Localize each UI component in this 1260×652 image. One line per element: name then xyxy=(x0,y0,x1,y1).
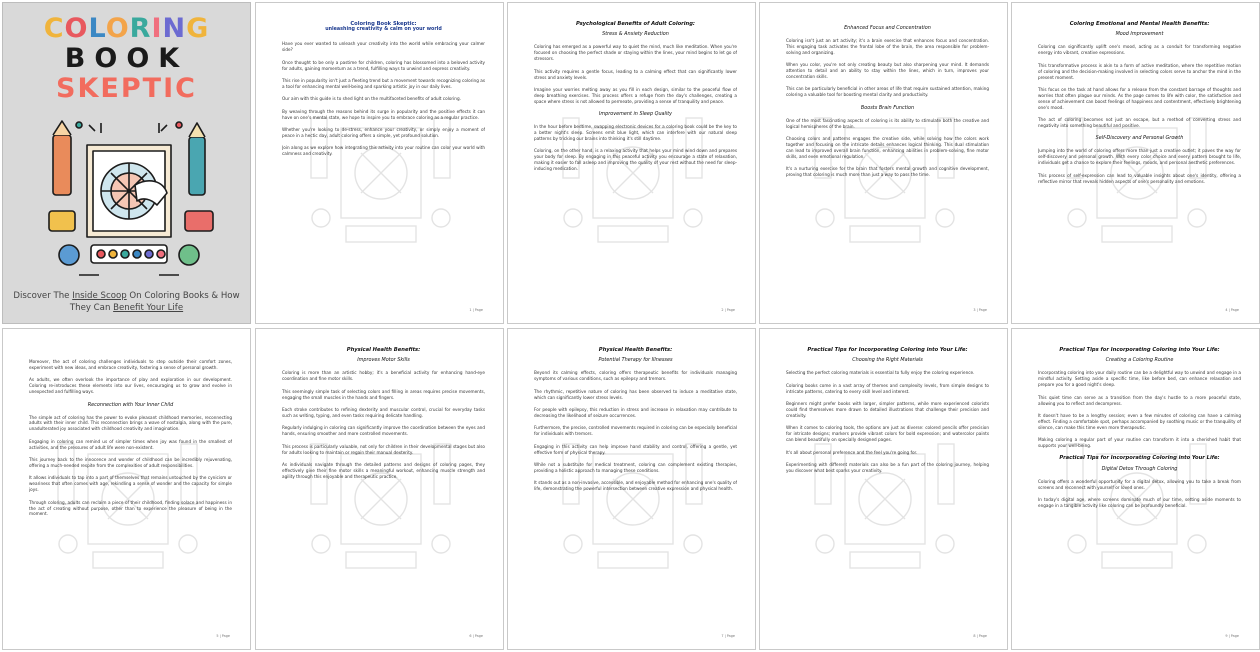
subheading: Boosts Brain Function xyxy=(860,104,915,111)
page-title: Coloring Book Skeptic: xyxy=(350,21,417,27)
paragraph: The rhythmic, repetitive nature of coloring has been observed to induce a meditative state, which can significantly lower stress levels. xyxy=(534,388,737,400)
cover-illustration xyxy=(39,115,219,285)
paragraph: Jumping into the world of coloring offers more than just a creative outlet; it paves the way for self-discovery and personal growth. With every color choice and every pattern brought to life, individuals get a chance to explore their feelings, moods, and personal aesthetic preferences. xyxy=(1038,148,1241,166)
page-subtitle: unleashing creativity & calm on your world xyxy=(325,27,442,33)
paragraph: It's all about personal preference and the feel you're going for. xyxy=(786,449,918,455)
tagline-link-inside-scoop[interactable]: Inside Scoop xyxy=(72,291,127,301)
page-content xyxy=(534,347,737,633)
subheading: Digital Detox Through Coloring xyxy=(1101,465,1178,472)
section-heading: Physical Health Benefits: xyxy=(346,347,421,353)
page-content xyxy=(29,347,232,633)
paragraph: This activity requires a gentle focus, leading to a calming effect that can significantly lower stress and anxiety levels. xyxy=(534,68,737,80)
paragraph: Whether you're looking to de-stress, enhance your creativity, or simply enjoy a moment of peace in a hectic day, adult coloring offers a simple, yet profound solution. xyxy=(282,127,485,138)
paragraph: One of the most fascinating aspects of coloring is its ability to stimulate both the creative and logical hemispheres of the brain. xyxy=(786,117,989,129)
document-page-7[interactable] xyxy=(507,328,756,650)
paragraph: This quiet time can serve as a transition from the day's hustle to a more peaceful state, allowing you to reflect and decompress. xyxy=(1038,394,1241,406)
paragraph: In the hour before bedtime, swapping electronic devices for a coloring book could be the key to a better night's sleep. Screens emit blue light, which can interfere with our natural sleep patterns by tricking our brains into thinking it's still daytime. xyxy=(534,124,737,141)
paragraph: Join along as we explore how integrating this activity into your routine can color your world with calmness and creativity. xyxy=(282,145,485,157)
cover-title-letter: G xyxy=(186,13,210,44)
paragraph: As individuals navigate through the detailed patterns and designs of coloring pages, they effectively give their fine motor skills a meaningful workout, enhancing muscle strength and agility through this enjoyable and therapeutic practice. xyxy=(282,461,485,479)
paragraph: Selecting the perfect coloring materials is essential to fully enjoy the coloring experience. xyxy=(786,370,975,376)
paragraph: Coloring, on the other hand, is a relaxing activity that helps your mind wind down and prepares your body for sleep. By engaging in this peaceful activity you encourage a state of relaxation, making it easier to fall asleep and improving the quality of your rest without the need for sleep-inducing medication. xyxy=(534,148,737,172)
cover-title-line2: BOOK xyxy=(64,43,189,74)
page-content xyxy=(282,347,485,633)
cover-title-line3: SKEPTIC xyxy=(56,73,197,104)
cover-title-line1 xyxy=(3,13,250,44)
section-heading: Practical Tips for Incorporating Coloring into Your Life: xyxy=(807,347,968,353)
paragraph: Making coloring a regular part of your routine can transform it into a cherished habit that supports your well-being. xyxy=(1038,437,1241,449)
subheading: Self-Discovery and Personal Growth xyxy=(1095,135,1184,142)
cover-title-letter: I xyxy=(151,13,163,44)
document-page-8[interactable] xyxy=(759,328,1008,650)
cover-title-letter: O xyxy=(105,13,130,44)
page-number: 1 | Page xyxy=(469,308,483,312)
spacer xyxy=(29,347,232,359)
paragraph: This focus on the task at hand allows for a release from the constant barrage of thoughts and worries that often plague our minds. As the page comes to life with color, the satisfaction and sense of achievement can boost feelings of happiness and contentment, effectively brightening one's mood. xyxy=(1038,86,1241,110)
paragraph: Experimenting with different materials can also be a fun part of the coloring journey, helping you discover what best sparks your creativity. xyxy=(786,461,989,473)
paragraph: By weaving through the reasons behind its surge in popularity and the positive effects it can have on one's mental state, we hope to inspire you to embrace coloring as a regular practice. xyxy=(282,108,485,120)
subheading: Enhanced Focus and Concentration xyxy=(844,25,931,31)
document-page-9[interactable] xyxy=(1011,328,1260,650)
page-number: 5 | Page xyxy=(216,634,230,638)
subheading: Potential Therapy for Illnesses xyxy=(598,357,673,364)
paragraph: Regularly indulging in coloring can significantly improve the coordination between the eyes and hands, ensuring smoother and more controlled movements. xyxy=(282,425,485,437)
subheading: Creating a Coloring Routine xyxy=(1105,357,1174,364)
paragraph: Beyond its calming effects, coloring offers therapeutic benefits for individuals managing symptoms of various conditions, such as epilepsy and tremors. xyxy=(534,370,737,382)
paragraph: This journey back to the innocence and wonder of childhood can be incredibly rejuvenating, offering a much-needed respite from the complexities of adult responsibilities. xyxy=(29,457,232,468)
paragraph: It doesn't have to be a lengthy session; even a few minutes of coloring can have a calming effect. Finding a comfortable spot, perhaps accompanied by soothing music or the tranquility of silence, can make this time even more therapeutic. xyxy=(1038,412,1241,430)
subheading: Mood Improvement xyxy=(1115,31,1164,38)
paragraph: The act of coloring becomes not just an escape, but a method of converting stress and negativity into something beautiful and positive. xyxy=(1038,117,1241,128)
paragraph: This process of self-expression can lead to valuable insights about one's identity, offering a reflective mirror that reveals hidden aspects of one's personality and emotions. xyxy=(1038,172,1241,184)
subheading: Choosing the Right Materials xyxy=(852,357,923,364)
page-number: 7 | Page xyxy=(721,634,735,638)
page-number: 3 | Page xyxy=(973,308,987,312)
paragraph: Our aim with this guide is to shed light on the multifaceted benefits of adult coloring. xyxy=(282,96,461,102)
paragraph: When it comes to coloring tools, the options are just as diverse: colored pencils offer precision for intricate designs; markers provide vibrant colors for bold expression; and watercolor paints can blend beautifully on specially designed pages. xyxy=(786,425,989,443)
subheading: Improves Motor Skills xyxy=(357,357,410,364)
page-content xyxy=(786,347,989,633)
subheading: Improvement in Sleep Quality xyxy=(598,111,673,118)
document-page-5[interactable] xyxy=(2,328,251,650)
paragraph: Once thought to be only a pastime for children, coloring has blossomed into a beloved activity for adults, gaining momentum as a trend, fulfilling ways to unwind and express creativity. xyxy=(282,59,485,71)
paragraph: Choosing colors and patterns engages the creative side, while solving how the colors work together and focusing on the intricate details enhances logical thinking. This dual stimulation can lead to improved overall brain function, enhancing abilities in problem-solving, fine motor skills, and even emotional regulation. xyxy=(786,136,989,159)
page-number: 4 | Page xyxy=(1225,308,1239,312)
paragraph: It stands out as a non-invasive, accessible, and enjoyable method for enhancing one's quality of life, demonstrating the powerful intersection between creative expression and physical health. xyxy=(534,480,737,492)
section-heading: Psychological Benefits of Adult Coloring: xyxy=(575,21,696,27)
paragraph: When you color, you're not only creating beauty but also sharpening your mind. It demands attention to detail and an ability to stay within the lines, which in turn, improves your concentration skills. xyxy=(786,62,989,80)
section-heading: Practical Tips for Incorporating Coloring into Your Life: xyxy=(1059,455,1220,462)
paragraph: Coloring can significantly uplift one's mood, acting as a conduit for transforming negative energy into vibrant, creative expressions. xyxy=(1038,44,1241,56)
document-page-3[interactable] xyxy=(759,2,1008,324)
paragraph: Incorporating coloring into your daily routine can be a delightful way to unwind and engage in a mindful activity. Setting aside a specific time, like before bed, can enhance relaxation and prepare you for a good night's sleep. xyxy=(1038,370,1241,388)
paragraph: This seemingly simple task of selecting colors and filling in areas requires precise movements, engaging the small muscles in the hands and fingers. xyxy=(282,388,485,400)
subheading: Stress & Anxiety Reduction xyxy=(602,31,669,38)
paragraph: Coloring books come in a vast array of themes and complexity levels, from simple designs to intricate patterns, catering to every skill level and interest. xyxy=(786,382,989,394)
document-page-4[interactable] xyxy=(1011,2,1260,324)
cover-title-letter: N xyxy=(162,13,187,44)
paragraph: For people with epilepsy, this reduction in stress and increase in relaxation may contribute to decreasing the likelihood of seizure occurrences. xyxy=(534,407,737,418)
tagline-text: On Coloring Books & How They Can xyxy=(69,291,240,313)
page-content xyxy=(282,21,485,307)
cover-title-letter: R xyxy=(129,13,152,44)
paragraph: The simple act of coloring has the power to evoke pleasant childhood memories, reconnecting adults with their inner child. This reconnection brings a wave of nostalgia, along with the pure, unadulterated joy associated with childhood creativity and imagination. xyxy=(29,414,232,432)
page-number: 6 | Page xyxy=(469,634,483,638)
section-heading: Practical Tips for Incorporating Coloring into Your Life: xyxy=(1059,347,1220,353)
tagline-link-benefit[interactable]: Benefit Your Life xyxy=(113,302,184,313)
paragraph: Through coloring, adults can reclaim a piece of their childhood, finding solace and happiness in the act of creating without purpose, other than to experience the pleasure of being in the moment. xyxy=(29,499,232,517)
document-page-6[interactable] xyxy=(255,328,504,650)
paragraph: As adults, we often overlook the importance of play and exploration in our development. Coloring re-introduces these elements into our lives, encouraging us to grow and evolve in unexpected and fulfilling ways. xyxy=(29,377,232,395)
paragraph: Beginners might prefer books with larger, simpler patterns, while more experienced colorists could find themselves more drawn to detailed illustrations that challenge their precision and creativity. xyxy=(786,401,989,418)
paragraph: Coloring is more than an artistic hobby; it's a beneficial activity for enhancing hand-eye coordination and fine motor skills. xyxy=(282,370,485,382)
page-content xyxy=(1038,347,1241,633)
document-page-2[interactable] xyxy=(507,2,756,324)
cover-tagline xyxy=(11,291,242,314)
paragraph: This rise in popularity isn't just a fleeting trend but a movement towards recognizing coloring as a tool for enhancing mental well-being and sparking artistic joy in our daily lives. xyxy=(282,78,485,89)
page-number: 8 | Page xyxy=(973,634,987,638)
paragraph: Moreover, the act of coloring challenges individuals to step outside their comfort zones, experiment with new ideas, and embrace creativity, fostering a sense of personal growth. xyxy=(29,359,232,370)
section-heading: Coloring Emotional and Mental Health Benefits: xyxy=(1069,21,1210,27)
paragraph: In today's digital age, where screens dominate much of our time, setting aside moments to engage in a tangible activity like coloring can be profoundly beneficial. xyxy=(1038,497,1241,509)
page-content xyxy=(1038,21,1241,307)
section-heading: Physical Health Benefits: xyxy=(598,347,673,353)
paragraph: Each stroke contributes to refining dexterity and muscular control, crucial for everyday tasks such as writing, typing, and even tasks requiring delicate handling. xyxy=(282,407,485,418)
cover-title-letter: O xyxy=(64,13,89,44)
paragraph: Engaging in coloring can remind us of simpler times when joy was found in the smallest of activities, and the pressures of adult life were non-existent. xyxy=(29,438,232,450)
paragraph: While not a substitute for medical treatment, coloring can complement existing therapies, providing a holistic approach to managing these conditions. xyxy=(534,461,737,473)
paragraph: This can be particularly beneficial in other areas of life that require sustained attention, making coloring a valuable tool for boosting mental clarity and productivity. xyxy=(786,86,989,98)
document-page-1[interactable] xyxy=(255,2,504,324)
subheading: Reconnection with Your Inner Child xyxy=(87,401,174,408)
paragraph: Engaging in this activity can help improve hand stability and control, offering a gentle, yet effective form of physical therapy. xyxy=(534,443,737,455)
paragraph: Furthermore, the precise, controlled movements required in coloring can be especially beneficial for individuals with tremors. xyxy=(534,425,737,437)
paragraph: It allows individuals to tap into a part of themselves that remains untouched by the cynicism or weariness that often comes with age, rekindling a sense of wonder and the capacity for simple joys. xyxy=(29,475,232,493)
cover-title-letter: C xyxy=(43,13,65,44)
page-number: 2 | Page xyxy=(721,308,735,312)
paragraph: Imagine your worries melting away as you fill in each design, similar to the peaceful flow of deep breathing exercises. This process offers a refuge from the day's challenges, creating a space where stress is not allowed to permeate, providing a sense of tranquility and peace. xyxy=(534,86,737,104)
tagline-text: Discover The xyxy=(13,291,73,301)
paragraph: Coloring has emerged as a powerful way to quiet the mind, much like meditation. When you're focused on choosing the perfect shade or staying within the lines, your mind begins to let go of stressors. xyxy=(534,44,737,62)
cover-title-letter: L xyxy=(88,13,106,44)
page-number: 9 | Page xyxy=(1225,634,1239,638)
paragraph: This process is particularly valuable, not only for children in their developmental stages but also for adults looking to maintain or regain their manual dexterity. xyxy=(282,443,485,455)
paragraph: Coloring isn't just an art activity; it's a brain exercise that enhances focus and concentration. This engaging task activates the frontal lobe of the brain, the area responsible for problem-solving and organizing. xyxy=(786,38,989,55)
page-content xyxy=(786,21,989,307)
cover-page[interactable] xyxy=(2,2,251,324)
paragraph: This transformative process is akin to a form of active meditation, where the repetitive motion of coloring and the decision-making involved in selecting colors serve to anchor the mind in the present moment. xyxy=(1038,62,1241,80)
paragraph: Coloring offers a wonderful opportunity for a digital detox, allowing you to take a break from screens and reconnect with yourself or loved ones. xyxy=(1038,478,1241,490)
page-content xyxy=(534,21,737,307)
paragraph: It's a nurturing exercise for the brain that fosters mental growth and cognitive development, proving that coloring is much more than just a way to pass the time. xyxy=(786,166,989,178)
paragraph: Have you ever wanted to unleash your creativity into the world while embracing your calmer side? xyxy=(282,41,485,53)
